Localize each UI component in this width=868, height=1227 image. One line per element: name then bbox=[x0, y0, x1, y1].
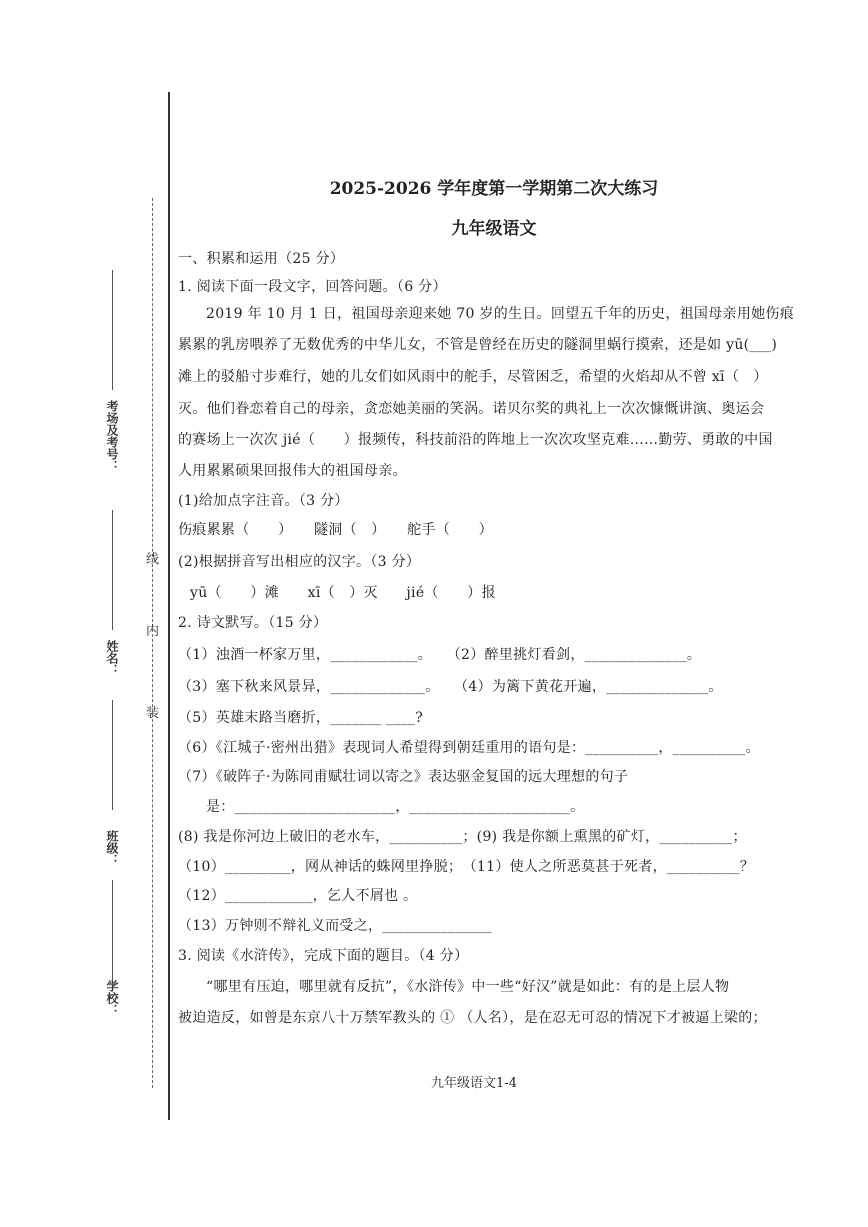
exam-number-field[interactable] bbox=[112, 270, 113, 390]
exam-title: 2025-2026 学年度第一学期第二次大练习 bbox=[329, 179, 659, 199]
poem-blank-row[interactable]: (8) 我是你河边上破旧的老水车，__________；(9) 我是你额上熏黑的矿灯，__________； bbox=[178, 829, 747, 845]
class-label: 班级： bbox=[105, 830, 119, 866]
poem-blank-row[interactable]: 是：______________________，______________________。 bbox=[206, 799, 585, 815]
reading-passage-line: “哪里有压迫，哪里就有反抗”，《水浒传》中一些“好汉”就是如此：有的是上层人物 bbox=[206, 979, 730, 995]
passage-line: 的赛场上一次次 jié（ ）报频传，科技前沿的阵地上一次次攻坚克难……勤劳、勇敢的中国 bbox=[178, 432, 773, 448]
question-1-prompt: 1. 阅读下面一段文字，回答问题。（6 分） bbox=[178, 279, 447, 295]
subquestion-2: (2)根据拼音写出相应的汉字。（3 分） bbox=[178, 554, 421, 570]
poem-blank-row: （7）《破阵子·为陈同甫赋壮词以寄之》表达驱金复国的远大理想的句子 bbox=[178, 769, 629, 785]
school-label: 学校： bbox=[105, 980, 119, 1016]
passage-line: 人用累累硕果回报伟大的祖国母亲。 bbox=[178, 463, 407, 479]
exam-subtitle: 九年级语文 bbox=[451, 219, 537, 239]
passage-line: 灭。他们眷恋着自己的母亲，贪恋她美丽的笑涡。诺贝尔奖的典礼上一次次慷慨讲演、奥运会 bbox=[178, 401, 765, 417]
poem-blank-row[interactable]: （5）英雄末路当磨折，_______ ____? bbox=[178, 710, 424, 726]
dotted-cut-line bbox=[152, 198, 153, 1088]
exam-number-label: 考场及考号： bbox=[105, 400, 119, 472]
seal-mark-xian: 线 bbox=[146, 552, 160, 567]
poem-blank-row[interactable]: （13）万钟则不辩礼义而受之，_______________ bbox=[178, 918, 492, 934]
passage-line: 累累的乳房喂养了无数优秀的中华儿女，不管是曾经在历史的隧洞里蜗行摸索，还是如 yū(___) bbox=[178, 337, 778, 353]
pinyin-blanks[interactable]: 伤痕累累（ ） 隧洞（ ） 舵手（ ） bbox=[178, 522, 493, 538]
passage-line: 滩上的驳船寸步难行，她的儿女们如风雨中的舵手，尽管困乏，希望的火焰却从不曾 xī（ ） bbox=[178, 369, 768, 385]
poem-blank-row[interactable]: （3）塞下秋来风景异，_____________。 （4）为篱下黄花开遍，______________。 bbox=[178, 679, 723, 695]
subquestion-1: (1)给加点字注音。（3 分） bbox=[178, 493, 349, 509]
class-field[interactable] bbox=[112, 700, 113, 810]
name-label: 姓名： bbox=[105, 640, 119, 676]
seal-mark-zhuang: 装 bbox=[146, 706, 160, 721]
seal-mark-nei: 内 bbox=[146, 624, 160, 639]
page-footer: 九年级语文1-4 bbox=[431, 1076, 517, 1091]
passage-line: 2019 年 10 月 1 日，祖国母亲迎来她 70 岁的生日。回望五千年的历史，祖国母亲用她伤痕 bbox=[206, 306, 795, 322]
poem-blank-row[interactable]: （10）_________，网从神话的蛛网里挣脱； （11）使人之所恶莫甚于死者，__________？ bbox=[178, 859, 755, 875]
poem-blank-row[interactable]: （1）浊酒一杯家万里，____________。 （2）醉里挑灯看剑，______________。 bbox=[178, 647, 702, 663]
character-blanks[interactable]: yū（ ）滩 xī（ ）灭 jié（ ）报 bbox=[190, 585, 496, 601]
name-field[interactable] bbox=[112, 510, 113, 630]
poem-blank-row[interactable]: （12）____________，乞人不屑也 。 bbox=[178, 888, 418, 904]
binding-line bbox=[168, 92, 170, 1120]
school-field[interactable] bbox=[112, 880, 113, 990]
section-heading: 一、积累和运用（25 分） bbox=[178, 251, 345, 267]
question-3-prompt: 3. 阅读《水浒传》，完成下面的题目。（4 分） bbox=[178, 948, 469, 964]
reading-passage-line[interactable]: 被迫造反，如曾是东京八十万禁军教头的 ① （人名），是在忍无可忍的情况下才被逼上梁的； bbox=[178, 1010, 767, 1026]
poem-blank-row[interactable]: （6）《江城子·密州出猎》表现词人希望得到朝廷重用的语句是：__________，__________。 bbox=[178, 740, 760, 756]
question-2-prompt: 2. 诗文默写。（15 分） bbox=[178, 615, 328, 631]
